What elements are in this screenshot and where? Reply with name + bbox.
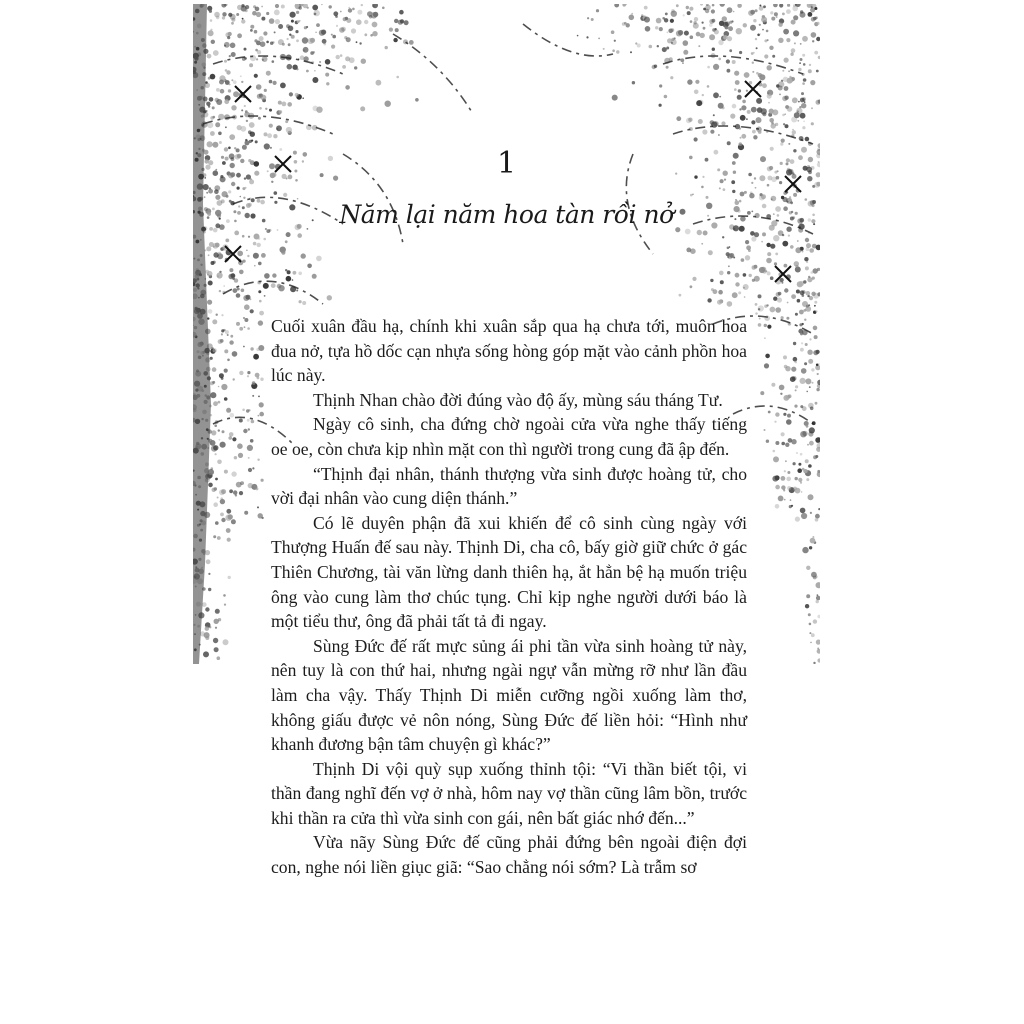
paragraph: Cuối xuân đầu hạ, chính khi xuân sắp qua hạ chưa tới, muôn hoa đua nở, tựa hồ dốc cạn nhựa sống hòng góp mặt vào cảnh phồn hoa lúc này. <box>271 316 747 386</box>
paragraph: Ngày cô sinh, cha đứng chờ ngoài cửa vừa nghe thấy tiếng oe oe, còn chưa kịp nhìn mặt con thì người trong cung đã ập đến. <box>271 414 747 459</box>
paragraph: Thịnh Nhan chào đời đúng vào độ ấy, mùng sáu tháng Tư. <box>313 389 723 410</box>
body-text <box>271 314 747 880</box>
paragraph: Sùng Đức đế rất mực sủng ái phi tần vừa sinh hoàng tử này, nên tuy là con thứ hai, nhưng ngài ngự vẫn mừng rỡ như lần đầu làm cha vậy. Thấy Thịnh Di miễn cưỡng ngồi xuống làm thơ, không giấu được vẻ nôn nóng, Sùng Đức đế liền hỏi: “Hình như khanh đương bận tâm chuyện gì khác?” <box>271 635 747 755</box>
paragraph: Thịnh Di vội quỳ sụp xuống thỉnh tội: “Vi thần biết tội, vi thần đang nghĩ đến vợ ở nhà, hôm nay vợ thần cũng lâm bồn, trước khi thần ra cửa thì vừa sinh con gái, nên bất giác nhớ đến...” <box>271 758 747 828</box>
paragraph: Có lẽ duyên phận đã xui khiến để cô sinh cùng ngày với Thượng Huấn đế sau này. Thịnh Di, cha cô, bấy giờ giữ chức ở gác Thiên Chương, tài văn lừng danh thiên hạ, ắt hẳn bệ hạ muốn triệu ông vào cung làm thơ chúc tụng. Chỉ kịp nghe người dưới báo là một tiểu thư, ông đã phải tất tả đi ngay. <box>271 512 747 632</box>
chapter-number: 1 <box>496 146 517 181</box>
paragraph: Vừa nãy Sùng Đức đế cũng phải đứng bên ngoài điện đợi con, nghe nói liền giục giã: “Sao chẳng nói sớm? Là trẫm sơ <box>271 832 747 878</box>
paragraph: “Thịnh đại nhân, thánh thượng vừa sinh được hoàng tử, cho vời đại nhân vào cung diện thánh.” <box>271 463 747 509</box>
book-page <box>193 4 820 1018</box>
chapter-title: Năm lại năm hoa tàn rồi nở <box>339 200 674 229</box>
